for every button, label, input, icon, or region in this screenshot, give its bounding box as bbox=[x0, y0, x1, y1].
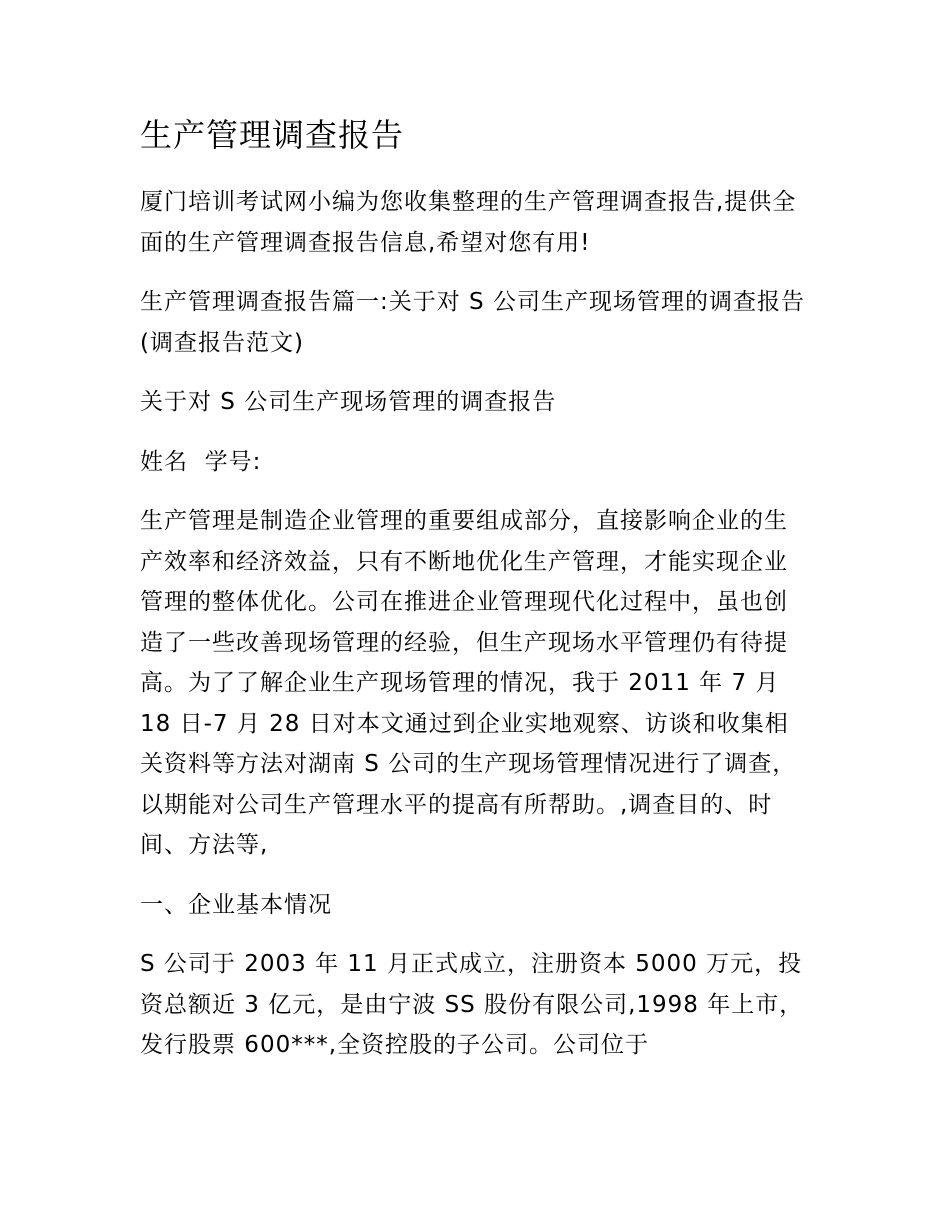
document-title: 生产管理调查报告 bbox=[140, 116, 405, 154]
report-subtitle: 关于对 S 公司生产现场管理的调查报告 bbox=[140, 389, 557, 415]
document-page bbox=[140, 110, 810, 1085]
intro-paragraph: 厦门培训考试网小编为您收集整理的生产管理调查报告,提供全面的生产管理调查报告信息,希望对您有用! bbox=[140, 189, 797, 256]
name-student-id-line: 姓名 学号: bbox=[140, 448, 262, 475]
section-heading-basic-info: 一、企业基本情况 bbox=[140, 891, 332, 918]
body-paragraph-company: S 公司于 2003 年 11 月正式成立，注册资本 5000 万元，投资总额近 3 亿元，是由宁波 SS 股份有限公司,1998 年上市，发行股票 600***,全资控股的子公司。公司位于 bbox=[140, 951, 804, 1058]
body-paragraph-intro: 生产管理是制造企业管理的重要组成部分，直接影响企业的生产效率和经济效益，只有不断地优化生产管理，才能实现企业管理的整体优化。公司在推进企业管理现代化过程中，虽也创造了一些改善现场管理的经验，但生产现场水平管理仍有待提高。为了了解企业生产现场管理的情况，我于 2011 年 7 月 18 日-7 月 28 日对本文通过到企业实地观察、访谈和收集相关资料等方法对湖南 S 公司的生产现场管理情况进行了调查，以期能对公司生产管理水平的提高有所帮助。,调查目的、时间、方法等, bbox=[140, 508, 797, 858]
section-heading-part-one: 生产管理调查报告篇一:关于对 S 公司生产现场管理的调查报告(调查报告范文) bbox=[140, 289, 805, 356]
